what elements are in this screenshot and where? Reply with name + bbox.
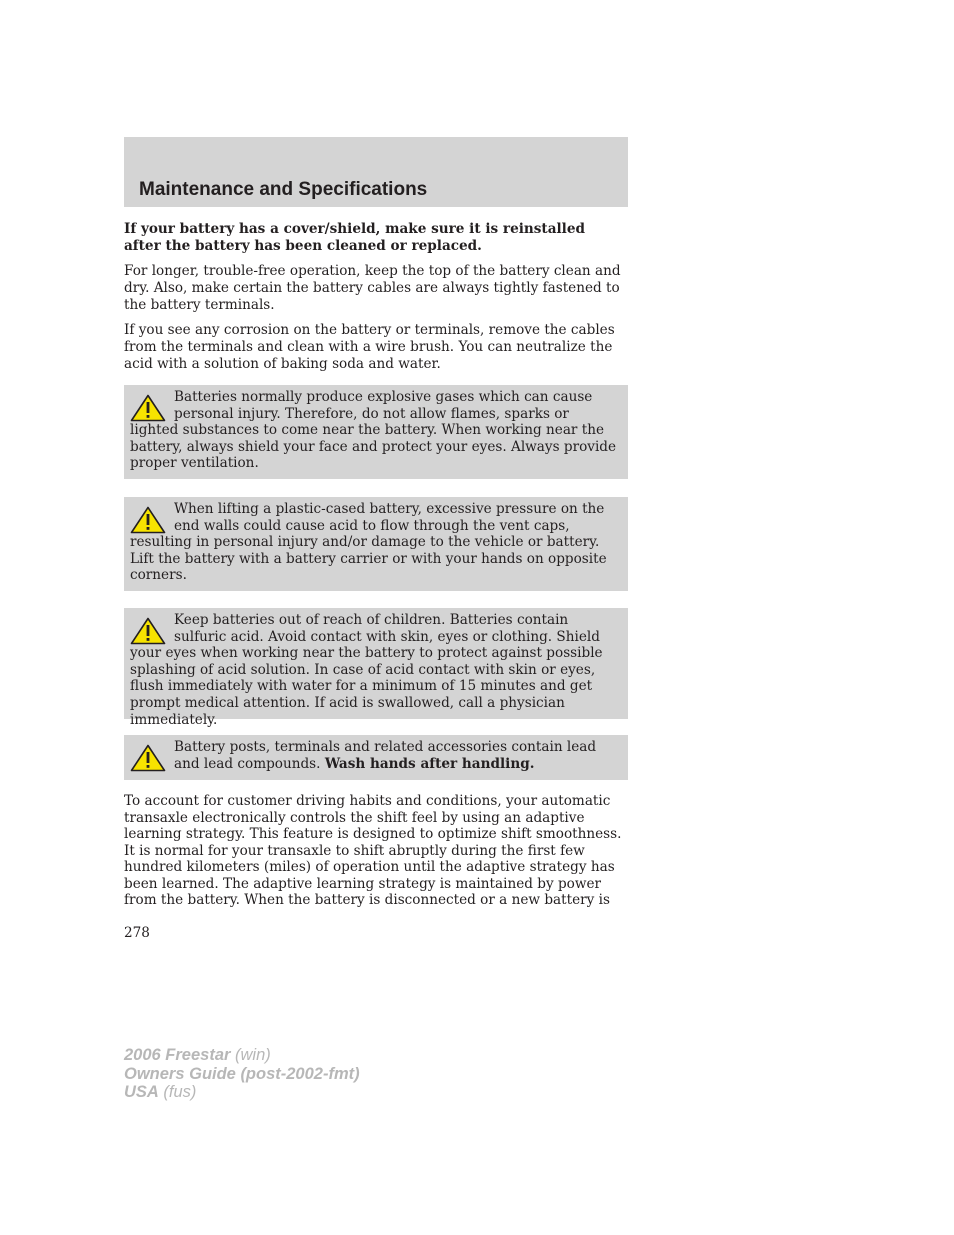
- warning-triangle-icon: [130, 506, 166, 534]
- warning-box-lead: [124, 735, 628, 780]
- footer-line-market: [124, 1083, 360, 1102]
- adaptive-strategy-paragraph: To account for customer driving habits and conditions, your automatic transaxle electronically controls the shift feel by using an adaptive learning strategy. This feature is designed to optimize shift smoothness. It is normal for your transaxle to shift abruptly during the first few hundred kilometers (miles) of operation until the adaptive strategy has been learned. The adaptive learning strategy is maintained by power from the battery. When the battery is disconnected or a new battery is: [124, 793, 622, 908]
- warning-box-children-acid: [124, 608, 628, 728]
- page-number: 278: [124, 925, 150, 941]
- warning-text: [130, 739, 621, 772]
- cover-shield-note: If your battery has a cover/shield, make sure it is reinstalled after the battery has been cleaned or replaced.: [124, 221, 585, 254]
- warning-box-lifting-battery: [124, 497, 628, 591]
- wash-hands-text: Wash hands after handling.: [324, 755, 535, 772]
- document-footer: [124, 1046, 360, 1102]
- warning-triangle-icon: [130, 744, 166, 772]
- footer-guide: Owners Guide (post-2002-fmt): [124, 1064, 360, 1083]
- section-header: [124, 137, 628, 207]
- footer-line-model: [124, 1046, 360, 1065]
- footer-model: 2006 Freestar: [124, 1046, 231, 1064]
- footer-line-guide: [124, 1065, 360, 1084]
- warning-text: When lifting a plastic-cased battery, excessive pressure on the end walls could cause acid to flow through the vent caps, resulting in personal injury and/or damage to the vehicle or battery. Lift the battery with a battery carrier or with your hands on opposite corners.: [130, 501, 607, 584]
- warning-text: Keep batteries out of reach of children. Batteries contain sulfuric acid. Avoid contact with skin, eyes or clothing. Shield your eyes when working near the battery to protect against possible splashing of acid solution. In case of acid contact with skin or eyes, flush immediately with water for a minimum of 15 minutes and get prompt medical attention. If acid is swallowed, call a physician immediately.: [130, 612, 603, 728]
- section-title: Maintenance and Specifications: [139, 179, 428, 200]
- corrosion-paragraph: If you see any corrosion on the battery or terminals, remove the cables from the terminals and clean with a wire brush. You can neutralize the acid with a solution of baking soda and water.: [124, 322, 615, 372]
- footer-market-code: (fus): [158, 1083, 197, 1101]
- warning-triangle-icon: [130, 394, 166, 422]
- footer-market: USA: [124, 1083, 159, 1101]
- warning-lead-text: Battery posts, terminals and related accessories contain lead and lead compounds.: [174, 739, 597, 772]
- maintenance-paragraph: For longer, trouble-free operation, keep the top of the battery clean and dry. Also, make certain the battery cables are always tightly fastened to the battery terminals.: [124, 263, 621, 313]
- warning-text: Batteries normally produce explosive gases which can cause personal injury. Therefore, do not allow flames, sparks or lighted substances to come near the battery. When working near the battery, always shield your face and protect your eyes. Always provide proper ventilation.: [130, 389, 617, 472]
- warning-triangle-icon: [130, 617, 166, 645]
- footer-model-code: (win): [230, 1046, 271, 1064]
- warning-box-explosive-gases: [124, 385, 628, 479]
